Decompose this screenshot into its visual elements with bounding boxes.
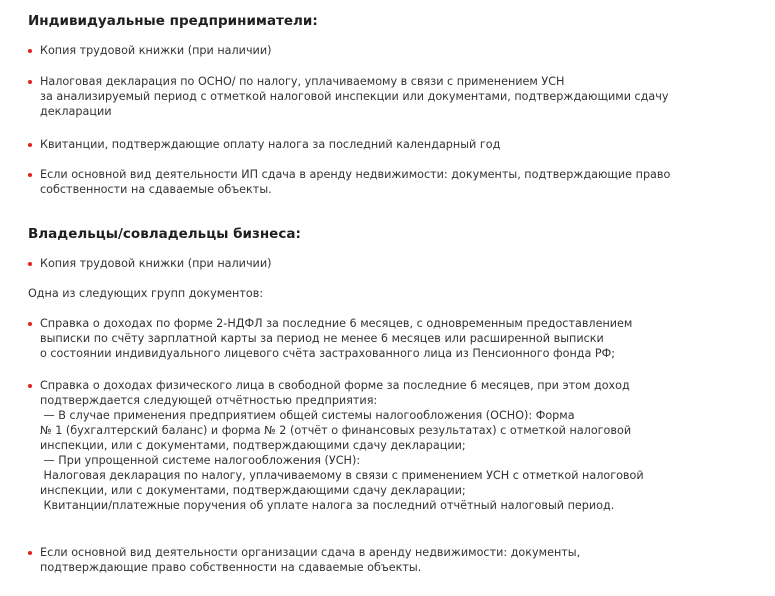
ip-list: [28, 43, 271, 58]
section-title-individual-entrepreneurs: Индивидуальные предприниматели:: [28, 13, 318, 29]
list-item: Копия трудовой книжки (при наличии): [28, 43, 271, 58]
list-item: Справка о доходах физического лица в свободной форме за последние 6 месяцев, при этом доход подтверждается следующей отчётностью предприятия: — В случае применения предприятием общей системы налогообложения (ОСНО): Форма № 1 (бухгалтерский баланс) и форма № 2 (отчёт о финансовых результатах) с отметкой налоговой инспекции, или с документами, подтверждающими сдачу декларации; — При упрощенной системе налогообложения (УСН): Налоговая декларация по налогу, уплачиваемому в связи с применением УСН с отметкой налоговой инспекции, или с документами, подтверждающими сдачу декларации; Квитанции/платежные поручения об уплате налога за последний отчётный налоговый период.: [28, 378, 644, 513]
list-item: Копия трудовой книжки (при наличии): [28, 256, 271, 271]
list-item: Налоговая декларация по ОСНО/ по налогу, уплачиваемому в связи с применением УСН за анализируемый период с отметкой налоговой инспекции или документами, подтверждающими сдачу декларации: [28, 74, 669, 119]
owners-list: [28, 316, 632, 361]
list-item: Квитанции, подтверждающие оплату налога за последний календарный год: [28, 137, 500, 152]
owners-list: [28, 378, 644, 513]
ip-list: [28, 137, 500, 152]
ip-list: [28, 167, 670, 197]
owners-list: [28, 545, 580, 575]
owners-list: [28, 256, 271, 271]
list-item: Если основной вид деятельности организации сдача в аренду недвижимости: документы, подтверждающие право собственности на сдаваемые объекты.: [28, 545, 580, 575]
list-item: Справка о доходах по форме 2-НДФЛ за последние 6 месяцев, с одновременным предоставлением выписки по счёту зарплатной карты за период не менее 6 месяцев или расширенной выписки о состоянии индивидуального лицевого счёта застрахованного лица из Пенсионного фонда РФ;: [28, 316, 632, 361]
list-item: Если основной вид деятельности ИП сдача в аренду недвижимости: документы, подтверждающие право собственности на сдаваемые объекты.: [28, 167, 670, 197]
groups-note: Одна из следующих групп документов:: [28, 287, 264, 300]
section-title-business-owners: Владельцы/совладельцы бизнеса:: [28, 226, 301, 242]
ip-list: [28, 74, 669, 119]
